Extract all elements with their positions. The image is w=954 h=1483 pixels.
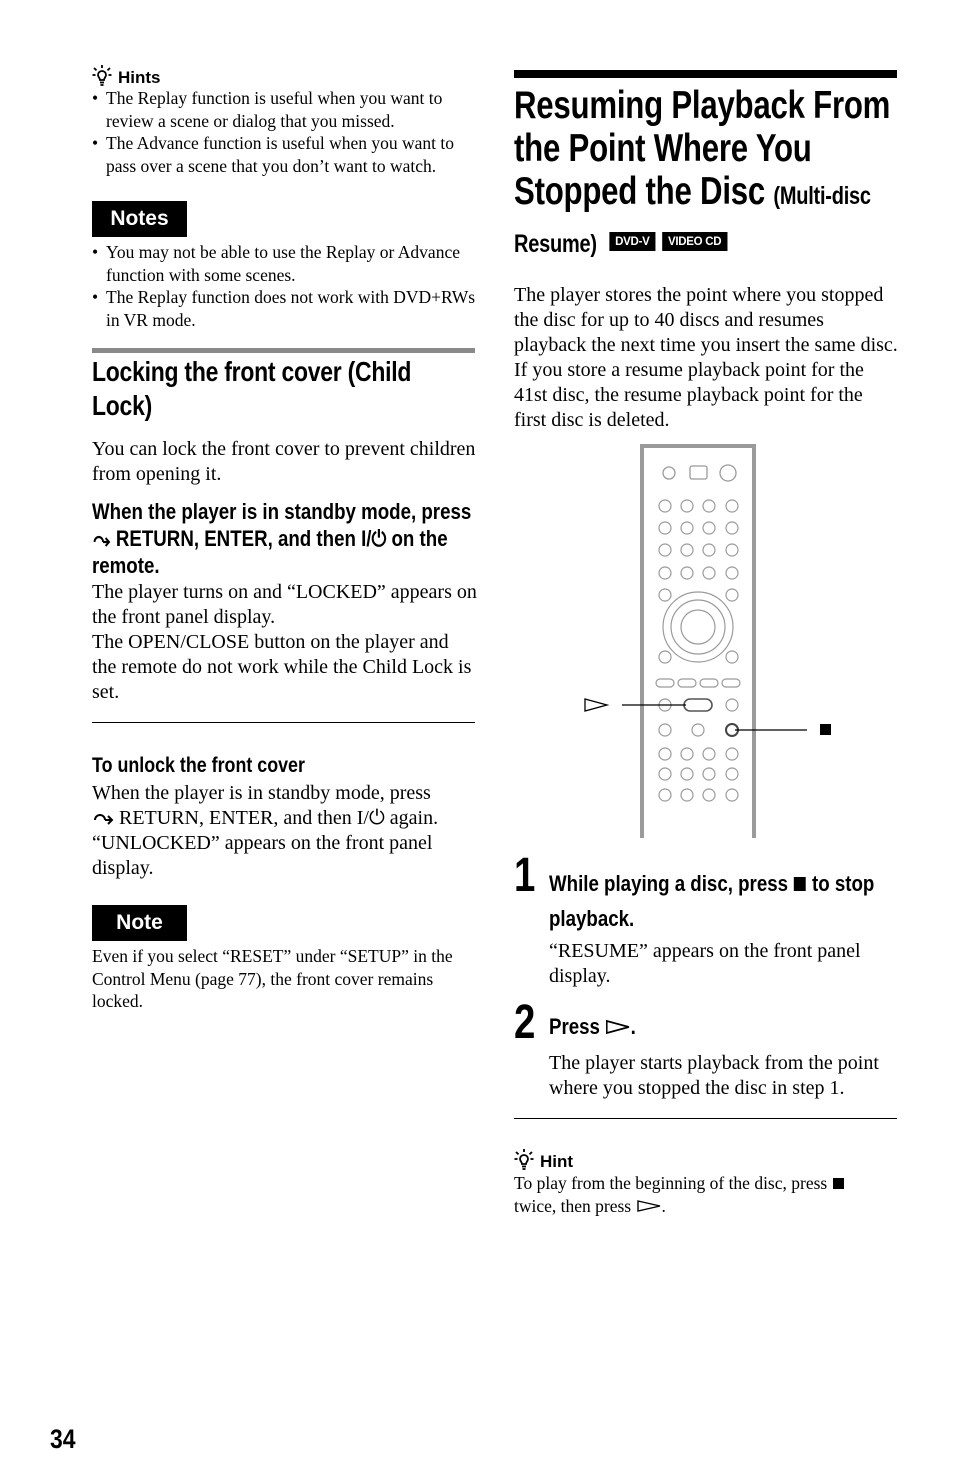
section-body-1: The player turns on and “LOCKED” appears on the front panel display. — [92, 581, 477, 628]
hints-title: Hints — [118, 67, 161, 87]
list-item: • The Replay function is useful when you want to review a scene or dialog that you missed. — [92, 87, 477, 132]
play-icon — [605, 1014, 631, 1039]
child-lock-instruction — [92, 498, 483, 579]
lightbulb-icon — [514, 1148, 534, 1175]
main-title — [514, 84, 898, 266]
divider — [514, 1118, 897, 1119]
unlock-text-b: RETURN, ENTER, and then — [119, 807, 352, 829]
note-badge: Note — [92, 905, 187, 941]
unlock-text — [92, 781, 482, 881]
hint-text-a: To play from the beginning of the disc, press — [514, 1173, 828, 1193]
remote-control-illustration — [580, 442, 840, 842]
step-2-detail: The player starts playback from the point where you stopped the disc in step 1. — [549, 1052, 879, 1099]
step-number-1: 1 — [514, 849, 536, 902]
title-rule — [514, 70, 897, 78]
hint-text-c: . — [661, 1195, 666, 1216]
return-icon — [92, 807, 114, 829]
return-icon — [92, 526, 111, 551]
section-intro: You can lock the front cover to prevent children from opening it. — [92, 438, 476, 485]
note-text: Even if you select “RESET” under “SETUP” in the Control Menu (page 77), the front cover remains locked. — [92, 946, 453, 1011]
dvd-v-badge: DVD-V — [609, 232, 655, 251]
unlock-text-d: “UNLOCKED” appears on the front panel display. — [92, 832, 433, 879]
hints-list — [92, 87, 477, 177]
stop-icon — [832, 1173, 845, 1193]
instruction-text-c: on the remote. — [92, 526, 448, 578]
step-1-detail: “RESUME” appears on the front panel display. — [549, 940, 861, 987]
divider — [92, 722, 475, 723]
power-icon: I/⏻ — [361, 526, 387, 551]
step-1-instruction — [549, 866, 898, 936]
resume-intro: The player stores the point where you stopped the disc for up to 40 discs and resumes playback the next time you insert the same disc. If you store a resume playback point for the 41st disc, the resume playback point for the first disc is deleted. — [514, 284, 898, 431]
play-icon — [636, 1196, 662, 1216]
instruction-text-b: RETURN, ENTER, and then — [115, 526, 356, 551]
hint-heading — [514, 1148, 573, 1175]
notes-badge: Notes — [92, 201, 187, 237]
stop-icon — [793, 871, 807, 896]
section-title: Locking the front cover (Child Lock) — [92, 356, 412, 421]
instruction-text-a: When the player is in standby mode, press — [92, 499, 472, 524]
play-icon — [585, 699, 607, 711]
unlock-title: To unlock the front cover — [92, 754, 305, 777]
main-title-text: Resuming Playback From the Point Where You Stopped the Disc — [514, 84, 891, 213]
step-2-text-a: Press — [549, 1014, 600, 1039]
list-item: • The Advance function is useful when you want to pass over a scene that you don’t want to watch. — [92, 132, 477, 177]
hint-text-b: twice, then press — [514, 1195, 632, 1216]
stop-icon — [820, 724, 831, 735]
video-cd-badge: VIDEO CD — [663, 232, 728, 251]
page-number: 34 — [50, 1424, 76, 1454]
section-rule — [92, 348, 475, 353]
step-2-instruction — [549, 1013, 636, 1040]
list-item: • The Replay function does not work with DVD+RWs in VR mode. — [92, 286, 477, 331]
step-2-text-b: . — [630, 1014, 636, 1039]
notes-list — [92, 241, 477, 331]
hint-title: Hint — [540, 1151, 574, 1171]
main-title-paren: (Multi-disc Resume) — [514, 182, 871, 258]
unlock-text-a: When the player is in standby mode, press — [92, 782, 431, 804]
section-body-2: The OPEN/CLOSE button on the player and the remote do not work while the Child Lock is set. — [92, 631, 472, 703]
list-item: • You may not be able to use the Replay or Advance function with some scenes. — [92, 241, 477, 286]
hint-text — [514, 1172, 899, 1217]
step-1-text-a: While playing a disc, press — [549, 871, 789, 896]
step-number-2: 2 — [514, 996, 536, 1049]
unlock-text-c: again. — [389, 807, 439, 829]
power-icon: I/⏻ — [356, 807, 385, 829]
step-1-text-b: to stop playback. — [549, 871, 875, 931]
